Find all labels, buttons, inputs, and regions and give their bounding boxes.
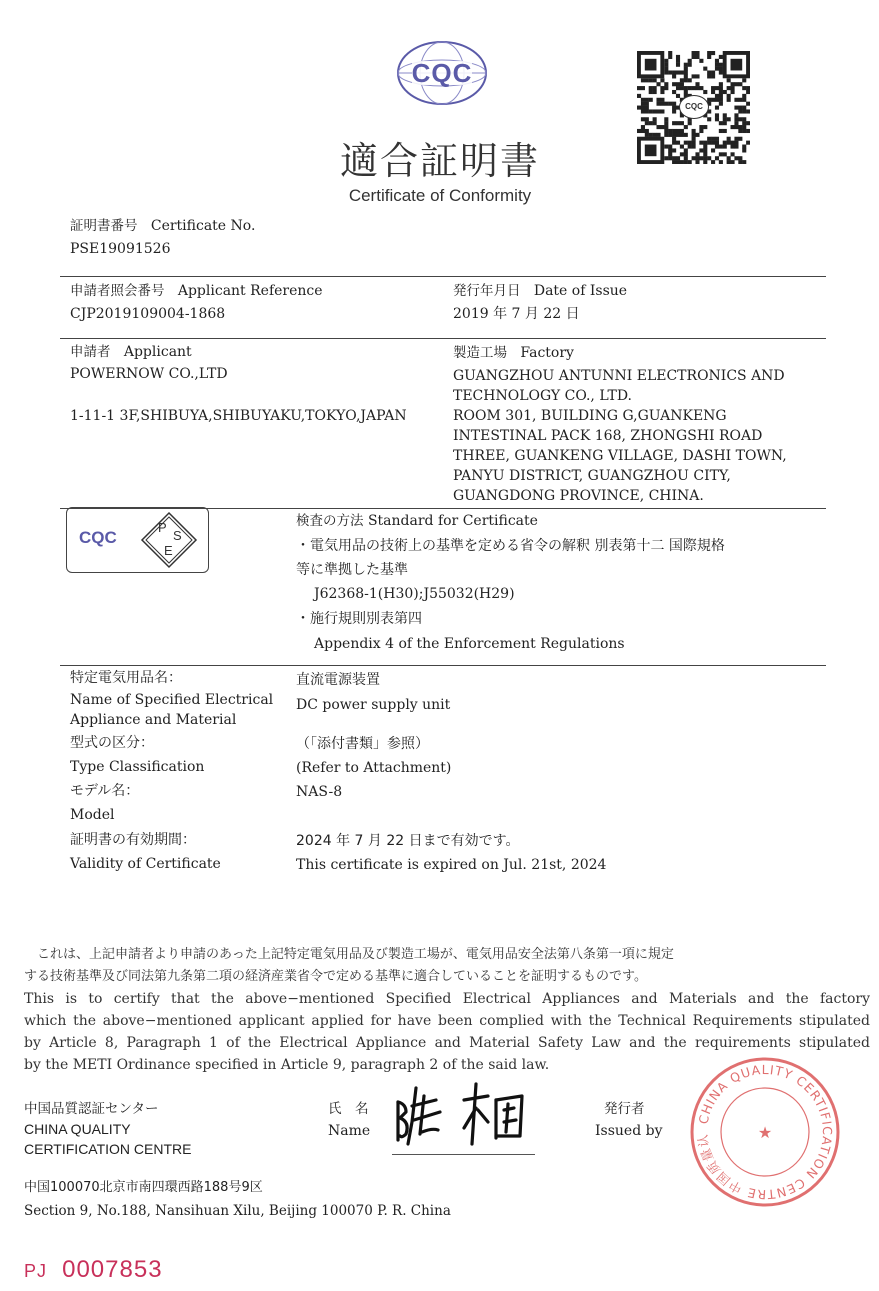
divider-4 [60,665,826,666]
statement-en-line-1: This is to certify that the above−mentioned Specified Electrical Appliances and Materials and the factory [24,991,870,1007]
signer-name-label-en: Name [328,1123,371,1139]
applicant-name: POWERNOW CO.,LTD [70,366,228,382]
validity-label-ja: 証明書の有効期間： [70,832,196,848]
org-name-ja: 中国品質認証センター [24,1101,159,1117]
model-label-ja: モデル名： [70,783,140,799]
official-seal [689,1056,841,1208]
signature-line [392,1154,535,1155]
standard-line-4: ・施行規則別表第四 [296,611,422,627]
divider-1 [60,276,826,277]
svg-text:CHINA QUALITY CERTIFICATION CE: CHINA QUALITY CERTIFICATION CENTRE 中国质量认 [694,1061,836,1203]
applicant-ref-label: 申請者照会番号 Applicant Reference [70,283,323,299]
statement-en-line-3: by Article 8, Paragraph 1 of the Electrical Appliance and Material Safety Law and the requirements stipulated [24,1035,870,1051]
qr-cqc-badge: CQC [679,95,709,119]
factory-label: 製造工場 Factory [453,345,574,361]
factory-line: INTESTINAL PACK 168, ZHONGSHI ROAD [453,428,763,444]
name-label-ja: 特定電気用品名： [70,670,182,686]
cqc-logo [396,40,488,106]
model-value: NAS-8 [296,784,343,800]
divider-2 [60,338,826,339]
name-value-en: DC power supply unit [296,697,451,713]
standard-line-3: J62368-1(H30);J55032(H29) [314,586,515,602]
factory-line: THREE, GUANKENG VILLAGE, DASHI TOWN, [453,448,787,464]
issued-by-label-en: Issued by [595,1123,663,1139]
type-label-ja: 型式の区分： [70,735,154,751]
type-value-ja: （「添付書類」参照） [296,736,429,752]
signature [392,1082,542,1154]
name-label-en-2: Appliance and Material [70,712,237,728]
validity-label-en: Validity of Certificate [70,856,221,872]
type-value-en: (Refer to Attachment) [296,760,452,776]
serial-prefix: PJ [24,1261,48,1281]
applicant-address: 1-11-1 3F,SHIBUYA,SHIBUYAKU,TOKYO,JAPAN [70,408,407,424]
standard-label: 検査の方法 Standard for Certificate [296,513,538,529]
standard-line-2: 等に準拠した基準 [296,562,408,578]
serial-value: 0007853 [62,1256,163,1283]
name-value-ja: 直流電源装置 [296,672,380,688]
date-of-issue-label: 発行年月日 Date of Issue [453,283,628,299]
serial-number [24,1256,163,1284]
statement-en-line-2: which the above−mentioned applicant applied for have been complied with the Technical Requirements stipulated [24,1013,870,1029]
cert-no-label: 証明書番号 Certificate No. [70,218,256,234]
factory-line: PANYU DISTRICT, GUANGZHOU CITY, [453,468,731,484]
factory-line: GUANGZHOU ANTUNNI ELECTRONICS AND [453,368,785,384]
standard-line-5: Appendix 4 of the Enforcement Regulations [314,636,625,652]
statement-ja-line-1: これは、上記申請者より申請のあった上記特定電気用品及び製造工場が、電気用品安全法第八条第一項に規定 [24,947,674,962]
cqc-mark: CQC [79,528,117,547]
address-cn: 中国100070北京市南四環西路188号9区 [24,1180,263,1195]
issued-by-label-ja: 発行者 [604,1101,645,1117]
applicant-label: 申請者 Applicant [70,344,192,360]
org-name-en-1: CHINA QUALITY [24,1121,131,1137]
model-label-en: Model [70,807,115,823]
factory-line: GUANGDONG PROVINCE, CHINA. [453,488,704,504]
statement-en-line-4: by the METI Ordinance specified in Article 9, paragraph 2 of the said law. [24,1057,550,1073]
signer-name-label-ja: 氏 名 [328,1101,369,1117]
cert-no-value: PSE19091526 [70,241,171,257]
standard-line-1: ・電気用品の技術上の基準を定める省令の解釈 別表第十二 国際規格 [296,538,725,554]
cqc-logo-text: CQC [411,58,473,88]
document-title-en: Certificate of Conformity [348,186,532,205]
org-name-en-2: CERTIFICATION CENTRE [24,1141,192,1157]
factory-address [453,366,787,506]
qr-code [637,51,750,164]
document-title-ja: 適合証明書 [339,139,540,183]
date-of-issue-value: 2019 年 7 月 22 日 [453,306,580,322]
type-label-en: Type Classification [70,759,205,775]
validity-value-ja: 2024 年 7 月 22 日まで有効です。 [296,833,520,849]
svg-text:★: ★ [757,1123,773,1142]
applicant-ref-value: CJP2019109004-1868 [70,306,226,322]
certification-marks-box [66,507,209,573]
factory-line: ROOM 301, BUILDING G,GUANKENG [453,408,727,424]
name-label-en-1: Name of Specified Electrical [70,692,274,708]
validity-value-en: This certificate is expired on Jul. 21st, 2024 [296,857,607,873]
statement-ja-line-2: する技術基準及び同法第九条第二項の経済産業省令で定める基準に適合していることを証明するものです。 [24,969,647,984]
factory-line: TECHNOLOGY CO., LTD. [453,388,632,404]
pse-diamond-mark: P S E [140,511,198,569]
address-en: Section 9, No.188, Nansihuan Xilu, Beijing 100070 P. R. China [24,1203,451,1219]
